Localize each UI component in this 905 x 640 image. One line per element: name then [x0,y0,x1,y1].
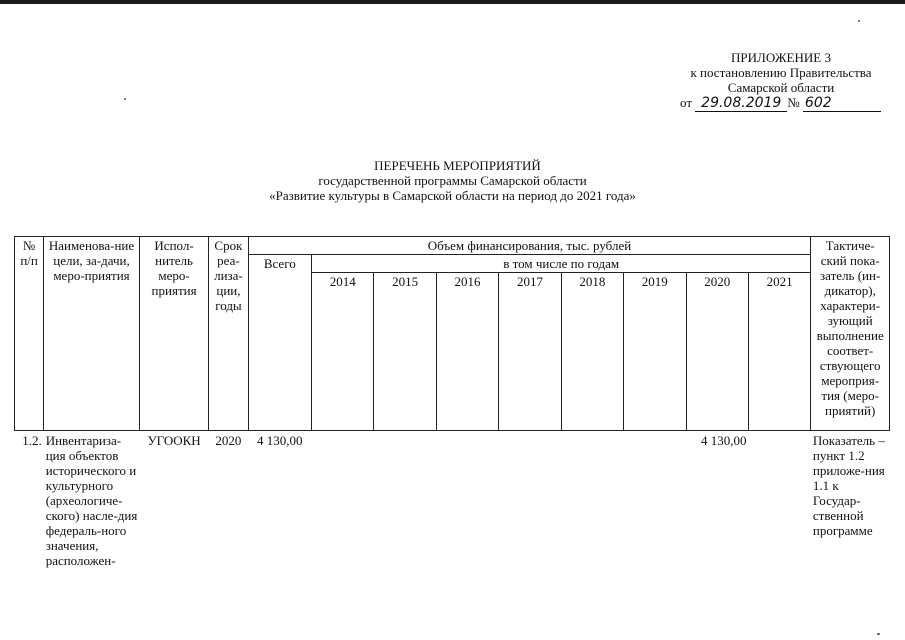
header-indicator: Тактиче-ский пока-затель (ин-дикатор), характери-зующий выполнение соответ-ствующего мероприя-тия (меро-приятий) [811,237,890,431]
row-executor: УГООКН [147,433,201,448]
header-funding: Объем финансирования, тыс. рублей [248,237,811,255]
row-year-2019 [624,431,686,571]
row-total: 4 130,00 [257,433,303,448]
appendix-title: ПРИЛОЖЕНИЕ 3 [731,50,831,65]
row-year-2016 [436,431,498,571]
row-num: 1.2. [22,433,42,448]
scan-speck [877,633,880,635]
title-line-1: ПЕРЕЧЕНЬ МЕРОПРИЯТИЙ [374,158,541,173]
date-prefix: от [680,95,693,110]
title-line-2: государственной программы Самарской области [318,173,587,188]
header-total: Всего [248,255,311,431]
header-term: Срок реа-лиза-ции, годы [209,237,248,431]
scan-speck [124,98,126,100]
header-executor: Испол-нитель меро-приятия [139,237,208,431]
handwritten-date: 29.08.2019 [695,96,787,112]
header-num: № п/п [15,237,44,431]
handwritten-number: 602 [803,96,881,112]
row-year-2017 [499,431,561,571]
title-line-3: «Развитие культуры в Самарской области на период до 2021 года» [269,188,636,203]
row-year-2021 [748,431,810,571]
row-name: Инвентариза-ция объектов исторического и культурного (археологиче-ского) насле-дия федераль-ного значения, расположен- [45,433,138,568]
number-prefix: № [787,95,800,110]
appendix-block [672,50,890,112]
header-year-2019: 2019 [624,273,686,431]
table-body [15,431,890,571]
appendix-line-2: к постановлению Правительства [690,65,872,80]
header-year-2018: 2018 [561,273,623,431]
header-year-2015: 2015 [374,273,436,431]
row-term: 2020 [215,433,242,448]
row-year-2015 [374,431,436,571]
header-year-2014: 2014 [311,273,373,431]
date-number-line [672,95,890,112]
scan-speck [858,20,860,22]
row-year-2014 [311,431,373,571]
header-year-2016: 2016 [436,273,498,431]
header-name: Наименова-ние цели, за-дачи, меро-приятия [44,237,140,431]
appendix-line-3: Самарской области [727,80,835,95]
header-year-2017: 2017 [499,273,561,431]
table-header [15,237,890,431]
header-by-years: в том числе по годам [311,255,810,273]
document-title [0,158,905,203]
header-year-2020: 2020 [686,273,748,431]
row-indicator: Показатель – пункт 1.2 приложе-ния 1.1 к Государ-ственной программе [812,433,885,538]
table-row [15,431,890,571]
row-year-2018 [561,431,623,571]
row-year-2020: 4 130,00 [700,433,747,448]
measures-table [14,236,890,570]
header-year-2021: 2021 [748,273,810,431]
scan-top-edge [0,0,905,4]
